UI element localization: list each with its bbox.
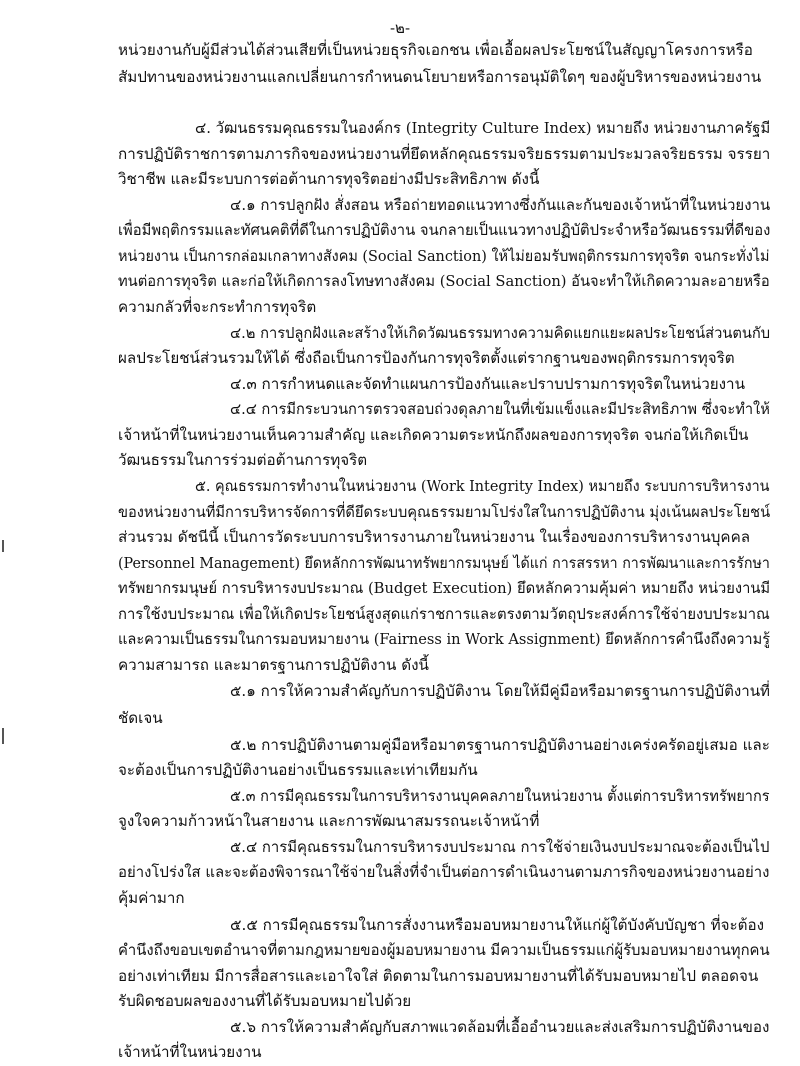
subsection-5-4: ๕.๔ การมีคุณธรรมในการบริหารงบประมาณ การใช้จ่ายเงินงบประมาณจะต้องเป็นไป [230, 838, 770, 856]
subsection-5-1: ๕.๑ การให้ความสำคัญกับการปฏิบัติงาน โดยให้มีคู่มือหรือมาตรฐานการปฏิบัติงานที่ [230, 682, 770, 700]
paragraph-line: จูงใจความก้าวหน้าในสายงาน และการพัฒนาสมรรถนะเจ้าหน้าที่ [118, 812, 540, 830]
paragraph-line: อย่างโปร่งใส และจะต้องพิจารณาใช้จ่ายในสิ่งที่จำเป็นต่อการดำเนินงานตามภารกิจของหน่วยงานอย่าง [118, 863, 770, 881]
scan-artifact-mark [2, 540, 4, 552]
paragraph-line: ความสามารถ และมาตรฐานการปฏิบัติงาน ดังนี้ [118, 656, 429, 674]
paragraph-line: ความกลัวที่จะกระทำการทุจริต [118, 298, 317, 316]
paragraph-line: และความเป็นธรรมในการมอบหมายงาน (Fairness in Work Assignment) ยึดหลักการคำนึงถึงความรู้ [118, 630, 771, 648]
paragraph-line: ของหน่วยงานที่มีการบริหารจัดการที่ดียึดระบบคุณธรรมยามโปร่งใสในการปฏิบัติงาน มุ่งเน้นผลประโยชน์ [118, 503, 771, 521]
paragraph-line: ผลประโยชน์ส่วนรวมให้ได้ ซึ่งถือเป็นการป้องกันการทุจริตตั้งแต่รากฐานของพฤติกรรมการทุจริต [118, 349, 735, 367]
subsection-5-3: ๕.๓ การมีคุณธรรมในการบริหารงานบุคคลภายในหน่วยงาน ตั้งแต่การบริหารทรัพยากร [230, 787, 770, 805]
paragraph-line: หน่วยงาน เป็นการกล่อมเกลาทางสังคม (Social Sanction) ให้ไม่ยอมรับพฤติกรรมการทุจริต จนกระทั่งไม่ [118, 247, 770, 265]
paragraph-line: เจ้าหน้าที่ในหน่วยงานเห็นความสำคัญ และเกิดความตระหนักถึงผลของการทุจริต จนก่อให้เกิดเป็น [118, 426, 749, 444]
subsection-5-6: ๕.๖ การให้ความสำคัญกับสภาพแวดล้อมที่เอื้ออำนวยและส่งเสริมการปฏิบัติงานของ [230, 1018, 770, 1036]
paragraph-line: การปฏิบัติราชการตามภารกิจของหน่วยงานที่ยึดหลักคุณธรรมจริยธรรมตามประมวลจริยธรรม จรรยา [118, 145, 771, 163]
subsection-4-3: ๔.๓ การกำหนดและจัดทำแผนการป้องกันและปราบปรามการทุจริตในหน่วยงาน [230, 375, 745, 393]
paragraph-line: วัฒนธรรมในการร่วมต่อต้านการทุจริต [118, 451, 368, 469]
paragraph-line: เพื่อมีพฤติกรรมและทัศนคติที่ดีในการปฏิบัติงาน จนกลายเป็นแนวทางปฏิบัติประจำหรือวัฒนธรรมที่ดีของ [118, 221, 771, 239]
paragraph-line: เจ้าหน้าที่ในหน่วยงาน [118, 1043, 262, 1061]
paragraph-line: ทรัพยากรมนุษย์ การบริหารงบประมาณ (Budget Execution) ยึดหลักความคุ้มค่า หมายถึง หน่วยงานมี [118, 579, 771, 597]
paragraph-line: คุ้มค่ามาก [118, 889, 185, 907]
section-heading-5: ๕. คุณธรรมการทำงานในหน่วยงาน (Work Integrity Index) หมายถึง ระบบการบริหารงาน [195, 477, 770, 495]
paragraph-line: (Personnel Management) ยึดหลักการพัฒนาทรัพยากรมนุษย์ ได้แก่ การสรรหา การพัฒนาและการรักษา [118, 554, 770, 572]
paragraph-line: การใช้งบประมาณ เพื่อให้เกิดประโยชน์สูงสุดแก่ราชการและตรงตามวัตถุประสงค์การใช้จ่ายงบประมาณ [118, 605, 770, 623]
page-number: -๒- [389, 19, 411, 37]
paragraph-line: ส่วนรวม ดัชนีนี้ เป็นการวัดระบบการบริหารงานภายในหน่วยงาน ในเรื่องของการบริหารงานบุคคล [118, 528, 751, 546]
paragraph-line: หน่วยงานกับผู้มีส่วนได้ส่วนเสียที่เป็นหน่วยธุรกิจเอกชน เพื่อเอื้อผลประโยชน์ในสัญญาโครงการหรือ [118, 41, 753, 59]
paragraph-line: สัมปทานของหน่วยงานแลกเปลี่ยนการกำหนดนโยบายหรือการอนุมัติใดๆ ของผู้บริหารของหน่วยงาน [118, 68, 762, 86]
section-heading-4: ๔. วัฒนธรรมคุณธรรมในองค์กร (Integrity Culture Index) หมายถึง หน่วยงานภาครัฐมี [195, 119, 771, 137]
subsection-5-5: ๕.๕ การมีคุณธรรมในการสั่งงานหรือมอบหมายงานให้แก่ผู้ใต้บังคับบัญชา ที่จะต้อง [230, 916, 765, 934]
paragraph-line: อย่างเท่าเทียม มีการสื่อสารและเอาใจใส่ ติดตามในการมอบหมายงานที่ได้รับมอบหมายไป ตลอดจน [118, 967, 759, 985]
subsection-4-4: ๔.๔ การมีกระบวนการตรวจสอบถ่วงดุลภายในที่เข้มแข็งและมีประสิทธิภาพ ซึ่งจะทำให้ [230, 400, 770, 418]
paragraph-line: ทนต่อการทุจริต และก่อให้เกิดการลงโทษทางสังคม (Social Sanction) อันจะทำให้เกิดความละอายหรือ [118, 272, 770, 290]
paragraph-line: ชัดเจน [118, 709, 163, 727]
subsection-5-2: ๕.๒ การปฏิบัติงานตามคู่มือหรือมาตรฐานการปฏิบัติงานอย่างเคร่งครัดอยู่เสมอ และ [230, 736, 770, 754]
paragraph-line: จะต้องเป็นการปฏิบัติงานอย่างเป็นธรรมและเท่าเทียมกัน [118, 761, 478, 779]
subsection-4-1: ๔.๑ การปลูกฝัง สั่งสอน หรือถ่ายทอดแนวทางซึ่งกันและกันของเจ้าหน้าที่ในหน่วยงาน [230, 196, 771, 214]
paragraph-line: วิชาชีพ และมีระบบการต่อต้านการทุจริตอย่างมีประสิทธิภาพ ดังนี้ [118, 170, 540, 188]
paragraph-line: รับผิดชอบผลของงานที่ได้รับมอบหมายไปด้วย [118, 992, 412, 1010]
subsection-4-2: ๔.๒ การปลูกฝังและสร้างให้เกิดวัฒนธรรมทางความคิดแยกแยะผลประโยชน์ส่วนตนกับ [230, 324, 771, 342]
scan-artifact-mark [2, 728, 4, 744]
paragraph-line: คำนึงถึงขอบเขตอำนาจที่ตามกฎหมายของผู้มอบหมายงาน มีความเป็นธรรมแก่ผู้รับมอบหมายงานทุกคน [118, 941, 770, 959]
